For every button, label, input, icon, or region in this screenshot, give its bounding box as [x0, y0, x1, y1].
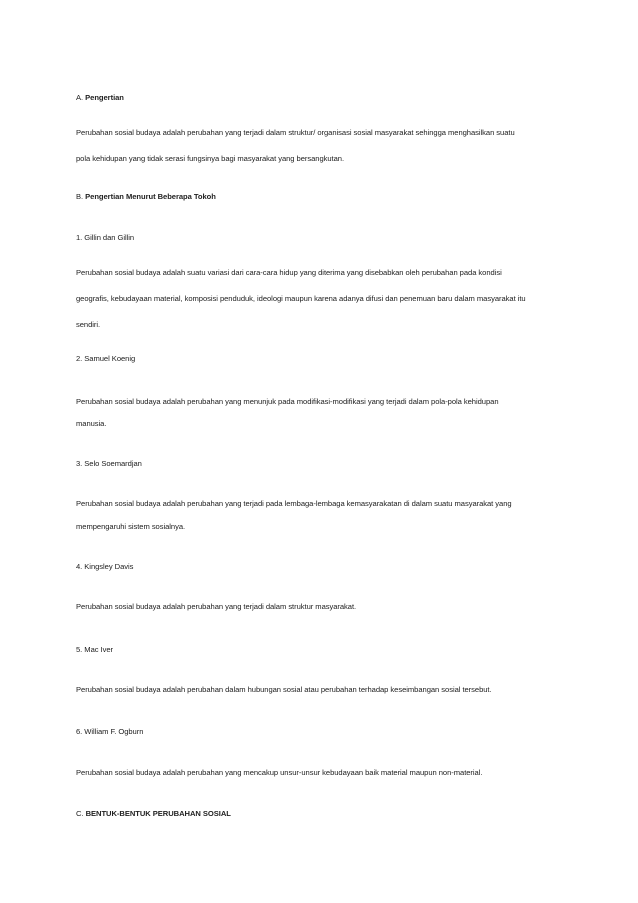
section-a-title: Pengertian — [85, 93, 124, 102]
section-c-prefix: C. — [76, 809, 86, 818]
tokoh-5-line-1: Perubahan sosial budaya adalah perubahan dalam hubungan sosial atau perubahan terhadap keseimbangan sosial tersebut. — [76, 685, 492, 694]
tokoh-3-line-1: Perubahan sosial budaya adalah perubahan yang terjadi pada lembaga-lembaga kemasyarakatan di dalam suatu masyarakat yang — [76, 499, 512, 508]
section-b-prefix: B. — [76, 192, 86, 201]
tokoh-2-name: 2. Samuel Koenig — [76, 354, 136, 363]
section-a-line-1: Perubahan sosial budaya adalah perubahan yang terjadi dalam struktur/ organisasi sosial masyarakat sehingga menghasilkan suatu — [76, 128, 515, 137]
tokoh-1-line-3: sendiri. — [76, 320, 101, 329]
tokoh-1-name: 1. Gillin dan Gillin — [76, 233, 135, 242]
tokoh-4-name: 4. Kingsley Davis — [76, 562, 134, 571]
section-c-title: BENTUK-BENTUK PERUBAHAN SOSIAL — [85, 809, 231, 818]
tokoh-2-line-2: manusia. — [76, 419, 107, 428]
tokoh-3-line-2: mempengaruhi sistem sosialnya. — [76, 522, 186, 531]
tokoh-1-line-2: geografis, kebudayaan material, komposisi penduduk, ideologi maupun karena adanya difusi dan penemuan baru dalam masyarakat itu — [76, 294, 526, 303]
tokoh-6-name: 6. William F. Ogburn — [76, 727, 144, 736]
section-b-heading — [76, 192, 216, 201]
section-a-line-2: pola kehidupan yang tidak serasi fungsinya bagi masyarakat yang bersangkutan. — [76, 154, 345, 163]
tokoh-6-line-1: Perubahan sosial budaya adalah perubahan yang mencakup unsur-unsur kebudayaan baik material maupun non-material. — [76, 768, 483, 777]
section-a-heading — [76, 93, 124, 102]
section-c-heading — [76, 809, 231, 818]
tokoh-3-name: 3. Selo Soemardjan — [76, 459, 142, 468]
tokoh-5-name: 5. Mac Iver — [76, 645, 114, 654]
tokoh-4-line-1: Perubahan sosial budaya adalah perubahan yang terjadi dalam struktur masyarakat. — [76, 602, 357, 611]
section-b-title: Pengertian Menurut Beberapa Tokoh — [85, 192, 216, 201]
tokoh-2-line-1: Perubahan sosial budaya adalah perubahan yang menunjuk pada modifikasi-modifikasi yang terjadi dalam pola-pola kehidupan — [76, 397, 499, 406]
tokoh-1-line-1: Perubahan sosial budaya adalah suatu variasi dari cara-cara hidup yang diterima yang disebabkan oleh perubahan pada kondisi — [76, 268, 502, 277]
section-a-prefix: A. — [76, 93, 86, 102]
